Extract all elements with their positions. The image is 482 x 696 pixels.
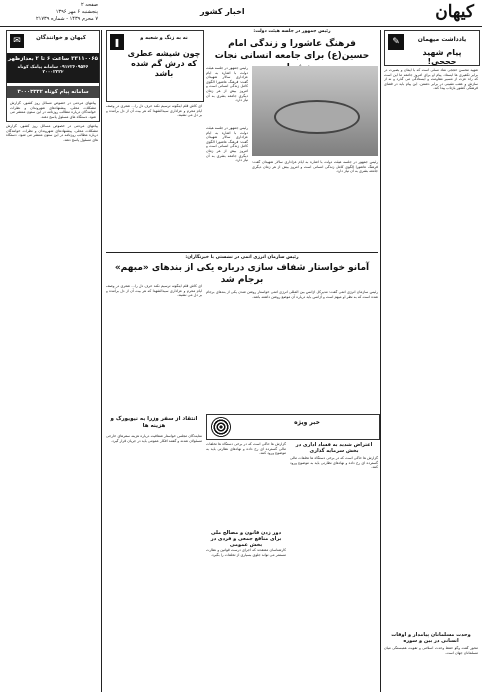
sms-bar [7,86,99,98]
target-icon [211,417,231,437]
issue-number: ۷ محرم ۱۴۳۹ - شماره ۲۱۷۳۹ [35,16,98,22]
sms-line: سامانه پیام کوتاه ۳۰۰۰۳۳۳۲ [17,89,89,95]
newspaper-logo: کیهان [435,2,474,22]
lead-kicker: رئیس جمهور در جلسه هیئت دولت: [253,29,331,34]
issue-date: پنجشنبه ۶ مهر ۱۳۹۶ [55,9,98,15]
section-title: اخبار کشور [200,7,245,16]
poem-box [106,30,204,102]
story-rule [106,252,378,253]
story4-headline: دور زدن قانون و مصالح ملی برای منافع جمعی و فردی در بخش عمومی [210,530,282,548]
lead-body-2: رئیس جمهور در جلسه هیئت دولت با اشاره به ایام عزاداری سالار شهیدان گفت: فرهنگ عاشورا الگوی کامل زندگی انسانی است و امروز بیش از هر زمان دیگری جامعه بشری به آن نیاز دارد. [252,160,378,174]
column-divider [101,30,102,692]
poem-headline: چون شیشه عطری که درش گم شده باشد [127,49,201,78]
story2-kicker: رئیس سازمان انرژی اتمی در نشستی با خبرنگاران: [185,255,299,260]
special-news-kicker: خبر ویژه [294,419,320,426]
readers-box [6,30,100,122]
story4-body: کارشناسان معتقدند که اجرای درست قوانین و نظارت مستمر می تواند جلوی بسیاری از تخلفات را بگیرد. [206,548,286,557]
bottom-right-headline: وحدت مسلمانان پیامدار و اوقات انسانی در بین و سوره [391,632,471,644]
readers-intro: پیامهای مردمی در خصوص مسائل روز کشور، گزارش مشکلات محلی، پیشنهادهای شهروندان و نظرات خوانندگان درباره مطالب روزنامه در این ستون منتشر می شود. دستگاه های مسئول پاسخ دهند. [10,101,96,119]
page-number: صفحه ۲ [81,2,98,8]
column-divider-right [380,30,381,692]
cabinet-photo [252,66,378,156]
story3-body: گزارش ها حاکی است که در برخی دستگاه ها تخلفات مالی گسترده ای رخ داده و نهادهای نظارتی باید به موضوع ورود کنند. [290,456,378,470]
phones: ۳۳۱۱۰۰۶۵ ساعت ۶ تا ۲ بعدازظهر [8,56,98,62]
poem-body: ای کاش قلم اینگونه ترسیم نکند حرف دل را... شعری در وصف ایام محرم و عزاداری سیدالشهدا که هر بیت آن از دل برآمده و بر دل می نشیند. [106,104,202,118]
phones-bar [7,53,99,83]
story2-headline: آمانو خواستار شفاف سازی درباره یکی از بندهای «مبهم» برجام شد [114,263,370,285]
story2-body: رئیس سازمان انرژی اتمی گفت: مدیرکل آژانس بین المللی انرژی اتمی خواستار روشن شدن یکی از بندهای برجام شده است که به نظر او مبهم است و آژانس باید درباره آن موضع روشن داشته باشد. [206,290,378,299]
story5-body: نمایندگان مجلس خواستار شفافیت درباره هزینه سفرهای خارجی مسئولان شدند و گفتند افکار عمومی باید در جریان قرار گیرد. [106,434,202,443]
guest-note-title: یادداشت میهمان [417,36,467,43]
readers-letters: پیامهای مردمی در خصوص مسائل روز کشور، گزارش مشکلات محلی، پیشنهادهای شهروندان و نظرات خوانندگان درباره مطالب روزنامه در این ستون منتشر می شود. دستگاه های مسئول پاسخ دهند. [6,124,98,142]
special-news-box [206,414,380,440]
bottom-right-body: محور گفت وگو حفظ وحدت اسلامی و تقویت همبستگی میان مسلمانان جهان است. [384,646,478,655]
phones-2: ۰۹۱۲۳۶۰۹۵۴۶ سامانه پیامک کوتاه ۳۰۰۰۳۳۳۲ [17,65,89,75]
newspaper-icon: ✉ [10,34,24,48]
story3-body-2: گزارش ها حاکی است که در برخی دستگاه ها تخلفات مالی گسترده ای رخ داده و نهادهای نظارتی باید به موضوع ورود کنند. [206,442,286,456]
middle-body-2: ای کاش قلم اینگونه ترسیم نکند حرف دل را... شعری در وصف ایام محرم و عزاداری سیدالشهدا که هر بیت آن از دل برآمده و بر دل می نشیند. [106,284,202,298]
story5-headline: انتقاد از سفر وزرا به نیویورک و هزینه ها [110,416,198,429]
bookmark-icon: ❚ [110,34,124,50]
masthead [0,0,482,27]
story3-headline: اعتراض شدید به فساد اداری در بخش سرمایه گذاری [295,442,373,454]
poem-title: نه به زنگ و شعبه و [140,35,188,41]
guest-note-box [384,30,480,66]
guest-note-body: شهید محسن حججی نماد نسلی است که با ایمان و بصیرت در برابر تکفیری ها ایستاد. پیام او برای امروز جامعه ما این است که راه عزت از مسیر مقاومت و ایستادگی می گذرد و نه از سازش و عقب نشینی در برابر دشمن. این پیام باید در فضای فرهنگی کشور بازتاب پیدا کند. [384,68,478,91]
readers-title: کیهان و خوانندگان [36,35,86,41]
lead-intro: رئیس جمهور در جلسه هیئت دولت با اشاره به ایام عزاداری سالار شهیدان گفت: فرهنگ عاشورا الگوی کامل زندگی انسانی است و امروز بیش از هر زمان دیگری جامعه بشری به آن نیاز دارد. [206,66,248,103]
dateline [8,2,98,23]
conference-table [274,100,360,134]
guest-note-headline: پیام شهید حججی! [422,48,462,66]
pen-icon: ✎ [388,34,404,50]
lead-headline: فرهنگ عاشورا و زندگی امام حسین(ع) برای جامعه انسانی نجات [214,39,370,61]
lead-body: رئیس جمهور در جلسه هیئت دولت با اشاره به ایام عزاداری سالار شهیدان گفت: فرهنگ عاشورا الگوی کامل زندگی انسانی است و امروز بیش از هر زمان دیگری جامعه بشری به آن نیاز دارد. [206,126,248,163]
